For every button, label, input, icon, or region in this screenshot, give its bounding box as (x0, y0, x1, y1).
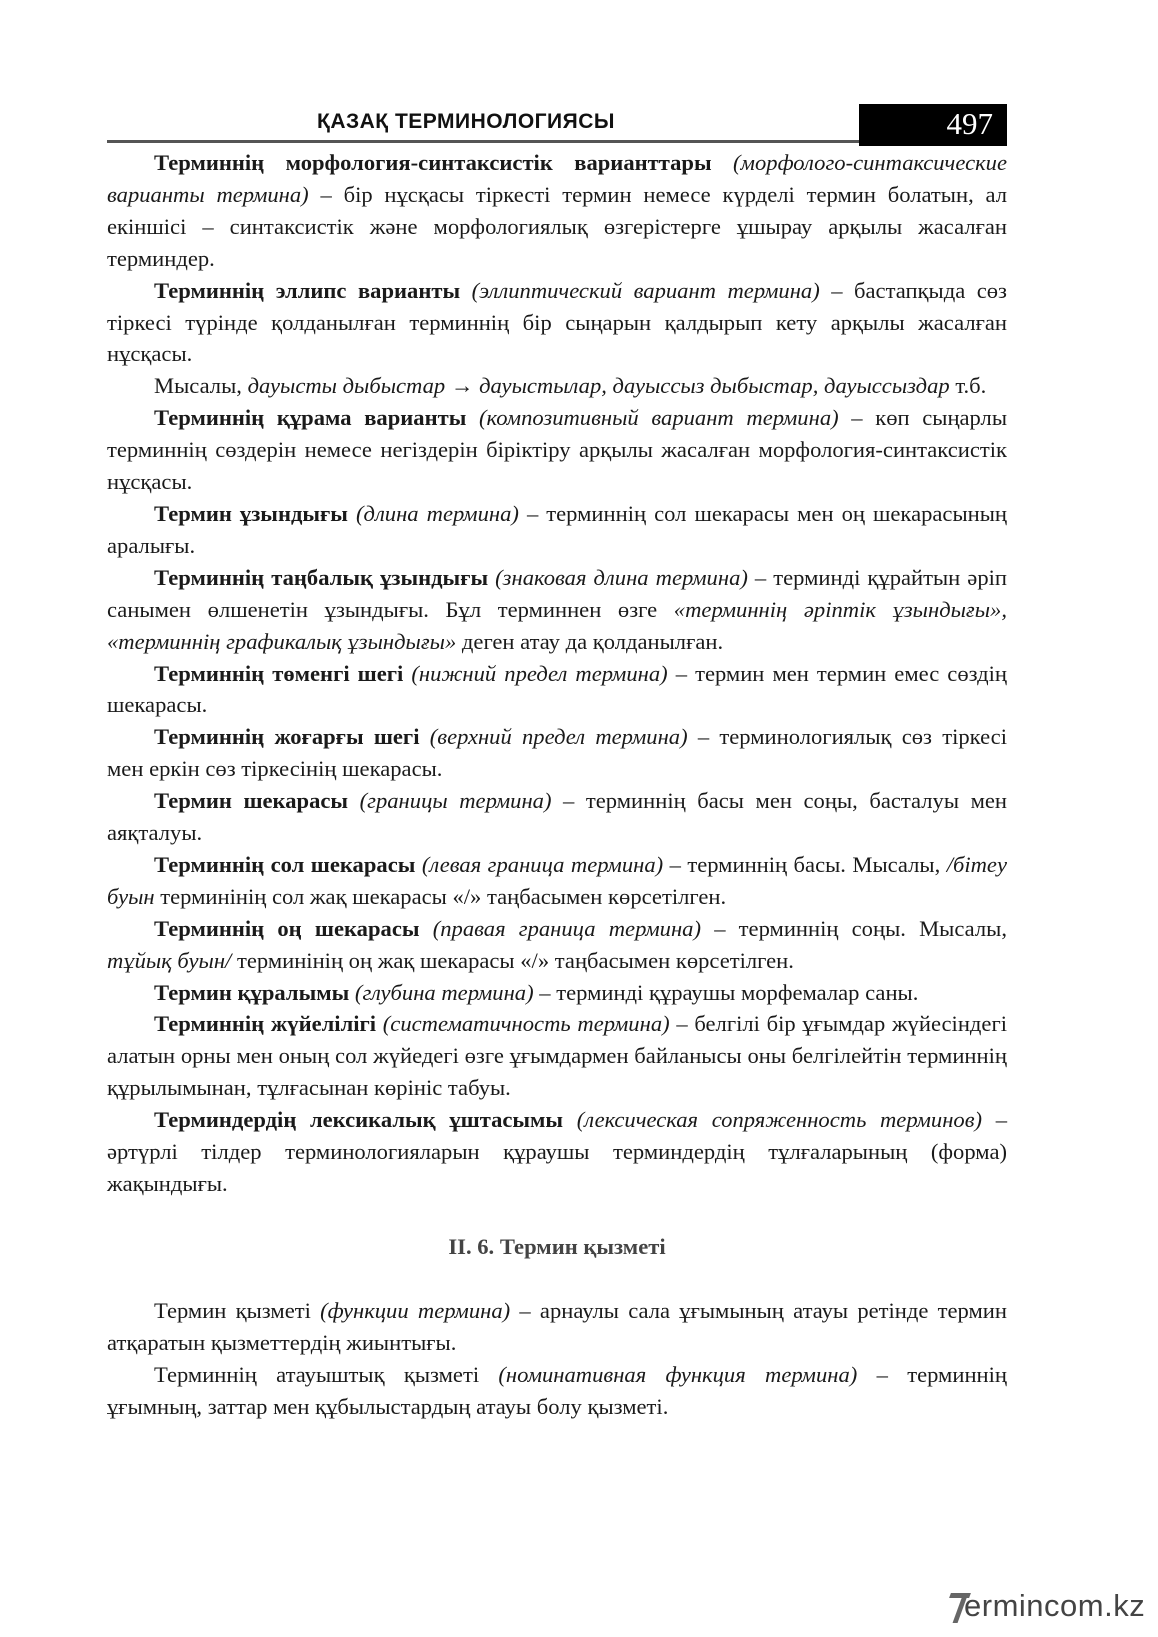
entry-paragraph (107, 849, 1007, 913)
example-text: дауысты дыбыстар → дауыстылар, дауыссыз дыбыстар, дауыссыздар (247, 373, 950, 399)
term-definition: – бір нұсқасы тіркесті термин немесе күрделі термин болатын, ал екіншісі – синтаксистік және морфологиялық өзгерістерге ұшырау арқылы жасалған терминдер. (107, 181, 1008, 271)
term: Термин құралымы (154, 979, 350, 1005)
term-definition: – терминнің ұғымның, заттар мен құбылыстардың атауы болу қызметі. (107, 1361, 1007, 1419)
term-definition: – көп сыңарлы терминнің сөздерін немесе негіздерін біріктіру арқылы жасалған морфология-синтаксистік нұсқасы. (107, 405, 1008, 495)
term-definition-tail: терминінің оң жақ шекарасы «/» таңбасымен көрсетілген. (231, 947, 794, 973)
term-definition: – әртүрлі тілдер терминологияларын құраушы терминдердің тұлғаларының (форма) жақындығы. (107, 1107, 1007, 1196)
entry-paragraph (107, 1359, 1007, 1423)
term-gloss: (глубина термина) (354, 979, 534, 1005)
page-number-box (859, 104, 1007, 146)
page-header (107, 104, 1007, 146)
term-gloss: (композитивный вариант термина) (479, 405, 839, 431)
page-body (107, 147, 1007, 1422)
page-number: 497 (946, 106, 993, 141)
term: Терминнің жоғарғы шегі (154, 724, 420, 750)
term: Терминнің сол шекарасы (154, 851, 416, 877)
term-definition: – терминнің сол шекарасы мен оң шекарасының аралығы. (107, 500, 1007, 558)
running-title: ҚАЗАҚ ТЕРМИНОЛОГИЯСЫ (317, 110, 615, 133)
entry-paragraph (107, 977, 1007, 1009)
term-definition-tail: терминінің сол жақ шекарасы «/» таңбасымен көрсетілген. (154, 883, 727, 909)
term: Терминнің жүйелілігі (154, 1011, 377, 1037)
term: Терминнің атауыштық қызметі (154, 1361, 480, 1387)
term-gloss: (левая граница термина) (421, 851, 664, 877)
term-gloss: (нижний предел термина) (411, 660, 668, 686)
example-term: тұйық буын/ (107, 947, 232, 973)
term-definition: – терминнің соңы. Мысалы, (701, 915, 1007, 941)
term: Терминнің төменгі шегі (154, 660, 404, 686)
example-term: /бітеу буын (107, 851, 1007, 909)
entry-paragraph (107, 275, 1007, 371)
term-gloss: (знаковая длина термина) (495, 564, 748, 590)
entry-paragraph (107, 658, 1007, 722)
watermark-text: ermincom.kz (964, 1588, 1146, 1623)
term-definition: – термин мен термин емес сөздің шекарасы. (107, 660, 1007, 718)
term-gloss: (морфолого-синтаксические варианты термина) (107, 150, 1007, 207)
term-definition: – терминологиялық сөз тіркесі мен еркін сөз тіркесінің шекарасы. (107, 724, 1007, 782)
term: Терминнің таңбалық ұзындығы (154, 564, 489, 590)
term: Термин ұзындығы (154, 500, 348, 526)
term: Терминнің құрама варианты (154, 405, 467, 431)
alternative-names: «терминнің әріптік ұзындығы», «терминнің графикалық ұзындығы» (107, 596, 1007, 654)
term: Терминдердің лексикалық ұштасымы (154, 1107, 564, 1133)
watermark-logo (948, 1584, 1148, 1630)
entry-paragraph (107, 498, 1007, 562)
term-definition: – терминнің басы. Мысалы, (663, 851, 947, 877)
entry-paragraph (107, 1104, 1007, 1200)
term-definition: – терминді құраушы морфемалар саны. (533, 979, 919, 1005)
term-gloss: (эллиптический вариант термина) (471, 277, 820, 303)
term: Термин қызметі (154, 1297, 311, 1323)
example-paragraph (107, 370, 1007, 402)
entry-paragraph (107, 1008, 1007, 1104)
example-prefix: Мысалы, (154, 373, 248, 399)
term-definition: – терминді құрайтын әріп санымен өлшенетін ұзындығы. Бұл терминнен өзге (107, 564, 1007, 622)
section-heading: II. 6. Термин қызметі (448, 1233, 666, 1259)
term-gloss: (границы термина) (359, 788, 552, 814)
term-definition: – арнаулы сала ұғымының атауы ретінде термин атқаратын қызметтердің жиынтығы. (107, 1297, 1007, 1355)
term-gloss: (номинативная функция термина) (498, 1361, 858, 1387)
term-definition: – терминнің басы мен соңы, басталуы мен аяқталуы. (107, 788, 1007, 846)
term: Терминнің эллипс варианты (154, 277, 461, 303)
entry-paragraph (107, 785, 1007, 849)
term-gloss: (правая граница термина) (432, 915, 701, 941)
term-gloss: (систематичность термина) (382, 1011, 670, 1037)
term-definition: – бастапқыда сөз тіркесі түрінде қолданылған терминнің бір сыңарын қалдырып кету арқылы жасалған нұсқасы. (107, 277, 1007, 367)
entry-paragraph (107, 402, 1007, 498)
entry-paragraph (107, 1295, 1007, 1359)
term-gloss: (длина термина) (355, 500, 519, 526)
entry-paragraph (107, 913, 1007, 977)
entry-paragraph (107, 721, 1007, 785)
entry-paragraph (107, 147, 1007, 275)
term-gloss: (верхний предел термина) (429, 724, 688, 750)
term-gloss: (лексическая сопряженность терминов) (576, 1107, 983, 1133)
term-definition-tail: деген атау да қолданылған. (456, 628, 724, 654)
example-suffix: т.б. (949, 373, 987, 399)
term-definition: – белгілі бір ұғымдар жүйесіндегі алатын орны мен оның сол жүйедегі өзге ұғымдармен байланысы оны белгілейтін терминнің құрылымынан, тұлғасынан көрініс табуы. (107, 1011, 1007, 1101)
term: Терминнің оң шекарасы (154, 915, 420, 941)
term: Термин шекарасы (154, 788, 349, 814)
term: Терминнің морфология-синтаксистік варианттары (154, 150, 712, 175)
entry-paragraph (107, 562, 1007, 658)
header-rule (107, 140, 859, 143)
term-gloss: (функции термина) (320, 1297, 511, 1323)
